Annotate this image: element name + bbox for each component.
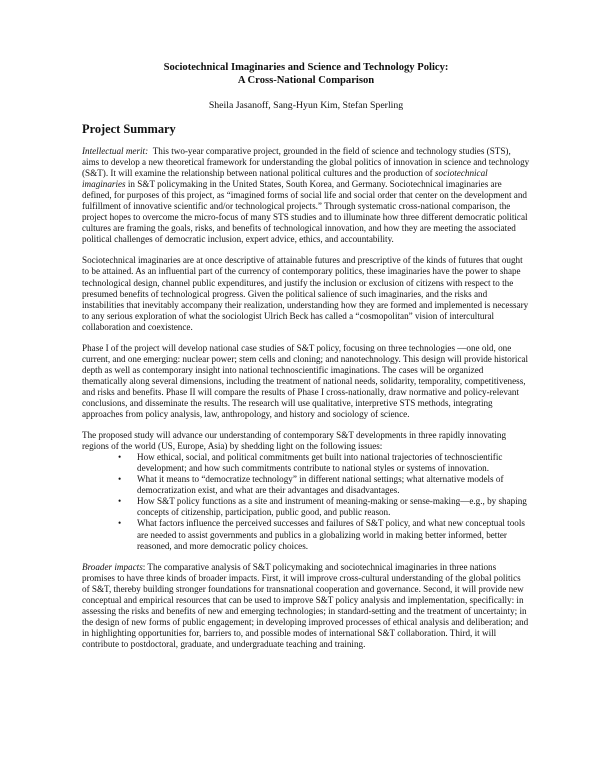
bullet-glyph: • xyxy=(118,496,122,507)
paragraph-imaginaries: Sociotechnical imaginaries are at once descriptive of attainable futures and prescriptive of the kinds of futures that ought to be attained. As an influential part of the currency of contemporary politics, these imaginaries have the power to shape technological design, channel public expenditures, and justify the inclusion or exclusion of citizens with respect to the presumed benefits of technological progress. Given the political salience of such imaginaries, and the risks and instabilities that inevitably accompany their realization, understanding how they are formed and implemented is necessary to any serious exploration of what the sociologist Ulrich Beck has called a “cosmopolitan” vision of intercultural collaboration and coexistence. xyxy=(82,255,529,332)
intellectual-merit-text-continued: in S&T policymaking in the United States, South Korea, and Germany. Sociotechnical imaginaries are defined, for purposes of this project, as “imagined forms of social life and social order that center on the development and fulfillment of innovative scientific and/or technological projects.” Through systematic cross-national comparison, the project hopes to overcome the micro-focus of many STS studies and to illuminate how three different democratic political cultures are framing the goals, risks, and benefits of technological innovation, and how they are meeting the associated political challenges of democratic inclusion, expert advice, ethics, and accountability. xyxy=(82,179,528,245)
document-page xyxy=(82,62,530,650)
authors-line: Sheila Jasanoff, Sang-Hyun Kim, Stefan Sperling xyxy=(208,100,404,111)
broader-impacts-text: : The comparative analysis of S&T policymaking and sociotechnical imaginaries in three nations promises to have three kinds of broader impacts. First, it will improve cross-cultural understanding of the global politics of S&T, thereby building stronger foundations for transnational cooperation and governance. Second, it will provide new conceptual and empirical resources that can be used to improve S&T policy analysis and implementation, specifically: in assessing the risks and benefits of new and emerging technologies; in standard-setting and the treatment of uncertainty; in the design of new forms of public engagement; in developing improved processes of ethical analysis and deliberation; and in highlighting opportunities for, barriers to, and possible modes of international S&T collaboration. Third, it will contribute to postdoctoral, graduate, and undergraduate teaching and training. xyxy=(82,561,529,649)
paragraph-intellectual-merit xyxy=(82,146,530,245)
sociotechnical-imaginaries-term: sociotechnical imaginaries xyxy=(82,168,488,190)
issues-list xyxy=(82,452,530,551)
title-line-2: A Cross-National Comparison xyxy=(237,74,375,86)
list-item xyxy=(82,474,530,496)
bullet-glyph: • xyxy=(118,474,122,485)
paragraph-broader-impacts xyxy=(82,562,530,650)
list-item-text: How ethical, social, and political commitments get built into national trajectories of technoscientific development; and how such commitments contribute to national styles or systems of innovation. xyxy=(137,452,503,474)
list-item-text: How S&T policy functions as a site and instrument of meaning-making or sense-making—e.g., by shaping concepts of citizenship, participation, public good, and public reason. xyxy=(137,496,527,518)
section-heading: Project Summary xyxy=(82,122,176,136)
intellectual-merit-text: This two-year comparative project, grounded in the field of science and technology studies (STS), aims to develop a new theoretical framework for understanding the global politics of innovation in science and technology (S&T). It will examine the relationship between national political cultures and the production of xyxy=(82,146,530,179)
bullet-glyph: • xyxy=(118,518,122,529)
paragraph-phases: Phase I of the project will develop national case studies of S&T policy, focusing on three technologies —one old, one current, and one emerging: nuclear power; stem cells and cloning; and nanotechnology. This design will provide historical depth as well as contemporary insight into national technoscientific imaginations. The cases will be organized thematically along several dimensions, including the treatment of national needs, solidarity, temporality, competitiveness, and risks and benefits. Phase II will compare the results of Phase I cross-nationally, draw normative and policy-relevant conclusions, and disseminate the results. The research will use qualitative, interpretive STS methods, integrating approaches from policy analysis, law, anthropology, and history and sociology of science. xyxy=(82,342,529,420)
list-item xyxy=(82,518,530,551)
list-item xyxy=(82,452,530,474)
document-title xyxy=(82,62,530,87)
list-item-text: What factors influence the perceived successes and failures of S&T policy, and what new conceptual tools are needed to assist governments and publics in a globalizing world in making better informed, better reasoned, and more democratic policy choices. xyxy=(137,518,525,551)
list-item xyxy=(82,496,530,518)
intellectual-merit-lead: Intellectual merit: xyxy=(82,146,149,156)
paragraph-proposed-study: The proposed study will advance our understanding of contemporary S&T developments in three rapidly innovating regions of the world (US, Europe, Asia) by shedding light on the following issues: xyxy=(82,430,507,452)
bullet-glyph: • xyxy=(118,452,122,463)
title-line-1: Sociotechnical Imaginaries and Science and Technology Policy: xyxy=(163,62,449,73)
broader-impacts-lead: Broader impacts xyxy=(82,561,143,572)
list-item-text: What it means to “democratize technology” in different national settings; what alternative models of democratization exist, and what are their advantages and disadvantages. xyxy=(137,474,504,496)
